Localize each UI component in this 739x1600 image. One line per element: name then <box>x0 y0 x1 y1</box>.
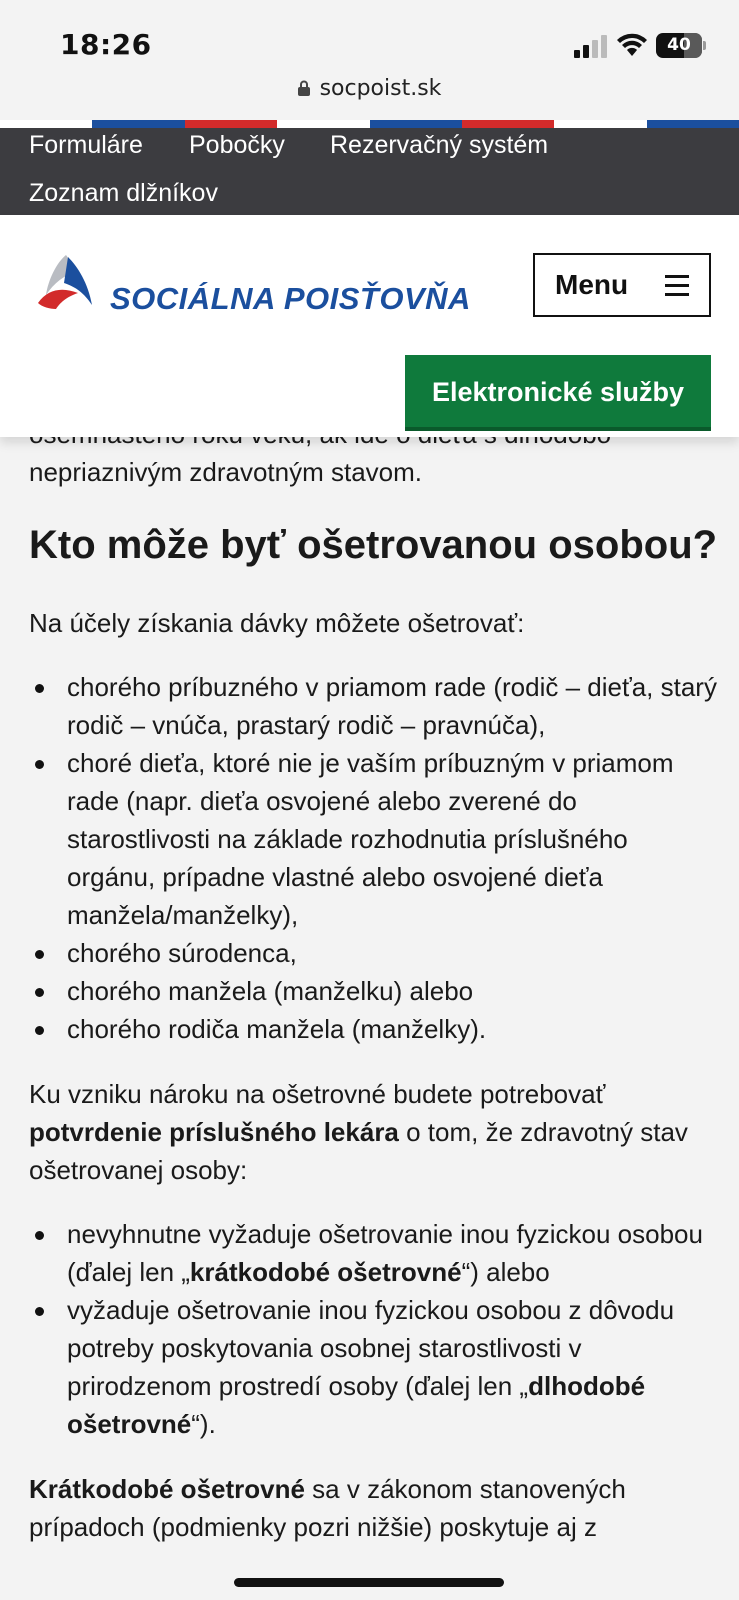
doctor-confirmation-paragraph <box>29 1075 719 1189</box>
text-span: sa v zákonom stanovených prípadoch (podmienky pozri nižšie) poskytuje aj z <box>29 1474 626 1542</box>
battery-level: 40 <box>667 35 691 55</box>
nav-link-rezervacny-system[interactable]: Rezervačný systém <box>330 131 549 159</box>
list-item: chorého rodiča manžela (manželky). <box>29 1010 719 1048</box>
status-bar <box>0 0 739 72</box>
text-span: “) alebo <box>461 1257 550 1287</box>
lock-icon <box>298 80 310 96</box>
text-span: “). <box>191 1409 216 1439</box>
electronic-services-button[interactable]: Elektronické služby <box>405 355 711 431</box>
section-heading: Kto môže byť ošetrovanou osobou? <box>29 523 718 567</box>
flag-strip <box>0 120 739 128</box>
cared-persons-list <box>29 668 719 1048</box>
home-indicator[interactable] <box>234 1578 504 1587</box>
list-item: chorého manžela (manželku) alebo <box>29 972 719 1010</box>
list-item <box>29 1291 719 1443</box>
bold-text: potvrdenie príslušného lekára <box>29 1117 399 1147</box>
main-content <box>29 437 719 1546</box>
bold-text: dlhodobé ošetrovné <box>67 1371 646 1439</box>
bold-text: krátkodobé ošetrovné <box>189 1257 462 1287</box>
list-item: chorého súrodenca, <box>29 934 719 972</box>
battery-icon <box>656 33 702 58</box>
logo-text: SOCIÁLNA POISŤOVŇA <box>110 281 471 316</box>
clock: 18:26 <box>60 28 152 61</box>
short-term-paragraph <box>29 1470 719 1546</box>
list-item: choré dieťa, ktoré nie je vaším príbuzným v priamom rade (napr. dieťa osvojené alebo zverené do starostlivosti na základe rozhodnutia príslušného orgánu, prípadne vlastné alebo osvojené dieťa manžela/manželky), <box>29 744 719 934</box>
intro-paragraph: Na účely získania dávky môžete ošetrovať: <box>29 608 525 638</box>
battery-tip <box>703 41 706 50</box>
hamburger-icon <box>665 275 689 297</box>
cut-line-2: nepriaznivým zdravotným stavom. <box>29 457 423 487</box>
nav-link-zoznam-dlznikov[interactable]: Zoznam dlžníkov <box>29 179 218 207</box>
text-span: nevyhnutne vyžaduje ošetrovanie inou fyzickou osobou (ďalej len „ <box>67 1219 703 1287</box>
menu-label: Menu <box>555 269 629 300</box>
top-navigation <box>0 128 739 215</box>
site-logo[interactable] <box>34 253 471 333</box>
wifi-icon <box>616 32 648 58</box>
logo-mark-icon <box>34 253 96 313</box>
list-item: chorého príbuzného v priamom rade (rodič – dieťa, starý rodič – vnúča, prastarý rodič – pravnúča), <box>29 668 719 744</box>
address-bar[interactable] <box>0 76 739 114</box>
text-span: vyžaduje ošetrovanie inou fyzickou osobou z dôvodu potreby poskytovania osobnej starostlivosti v prirodzenom prostredí osoby (ďalej len „ <box>67 1295 675 1401</box>
menu-button[interactable] <box>533 253 711 317</box>
bold-text: Krátkodobé ošetrovné <box>29 1474 305 1504</box>
text-span: Ku vzniku nároku na ošetrovné budete potrebovať <box>29 1079 606 1109</box>
nav-link-formulare[interactable]: Formuláre <box>29 131 143 159</box>
cellular-signal-icon <box>574 34 606 58</box>
url-text: socpoist.sk <box>319 76 442 101</box>
text-span: o tom, že zdravotný stav ošetrovanej osoby: <box>29 1117 688 1185</box>
health-state-list <box>29 1215 719 1443</box>
list-item <box>29 1215 719 1291</box>
nav-link-pobocky[interactable]: Pobočky <box>189 131 285 159</box>
site-header <box>0 215 739 437</box>
